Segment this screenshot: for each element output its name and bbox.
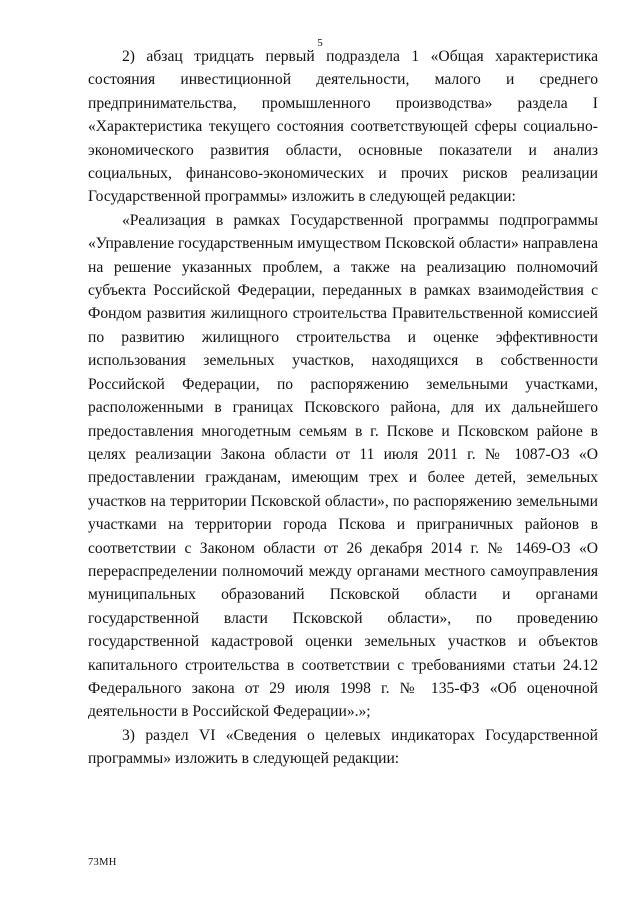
- page-number: 5: [317, 37, 323, 49]
- document-body: [88, 45, 598, 771]
- footer-code: 73МН: [88, 857, 117, 868]
- amendment-paragraph-3: 3) раздел VI «Сведения о целевых индикаторах Государственной программы» изложить в следующей редакции:: [88, 726, 598, 768]
- quoted-new-text-paragraph: «Реализация в рамках Государственной программы подпрограммы «Управление государственным имуществом Псковской области» направлена на решение указанных проблем, а также на реализацию полномочий субъекта Российской Федерации, переданных в рамках взаимодействия с Фондом развития жилищного строительства Правительственной комиссией по развитию жилищного строительства и оценке эффективности использования земельных участков, находящихся в собственности Российской Федерации, по распоряжению земельными участками, расположенными в границах Псковского района, для их дальнейшего предоставления многодетным семьям в г. Пскове и Псковском районе в целях реализации Закона области от 11 июля 2011 г. № 1087-ОЗ «О предоставлении гражданам, имеющим трех и более детей, земельных участков на территории Псковской области», по распоряжению земельными участками на территории города Пскова и приграничных районов в соответствии с Законом области от 26 декабря 2014 г. № 1469-ОЗ «О перераспределении полномочий между органами местного самоуправления муниципальных образований Псковской области и органами государственной власти Псковской области», по проведению государственной кадастровой оценки земельных участков и объектов капитального строительства в соответствии с требованиями статьи 24.12 Федерального закона от 29 июля 1998 г. № 135-ФЗ «Об оценочной деятельности в Российской Федерации».»;: [88, 211, 598, 721]
- amendment-paragraph-2: 2) абзац тридцать первый подраздела 1 «Общая характеристика состояния инвестиционной деятельности, малого и среднего предпринимательства, промышленного производства» раздела I «Характеристика текущего состояния соответствующей сферы социально-экономического развития области, основные показатели и анализ социальных, финансово-экономических и прочих рисков реализации Государственной программы» изложить в следующей редакции:: [88, 48, 598, 206]
